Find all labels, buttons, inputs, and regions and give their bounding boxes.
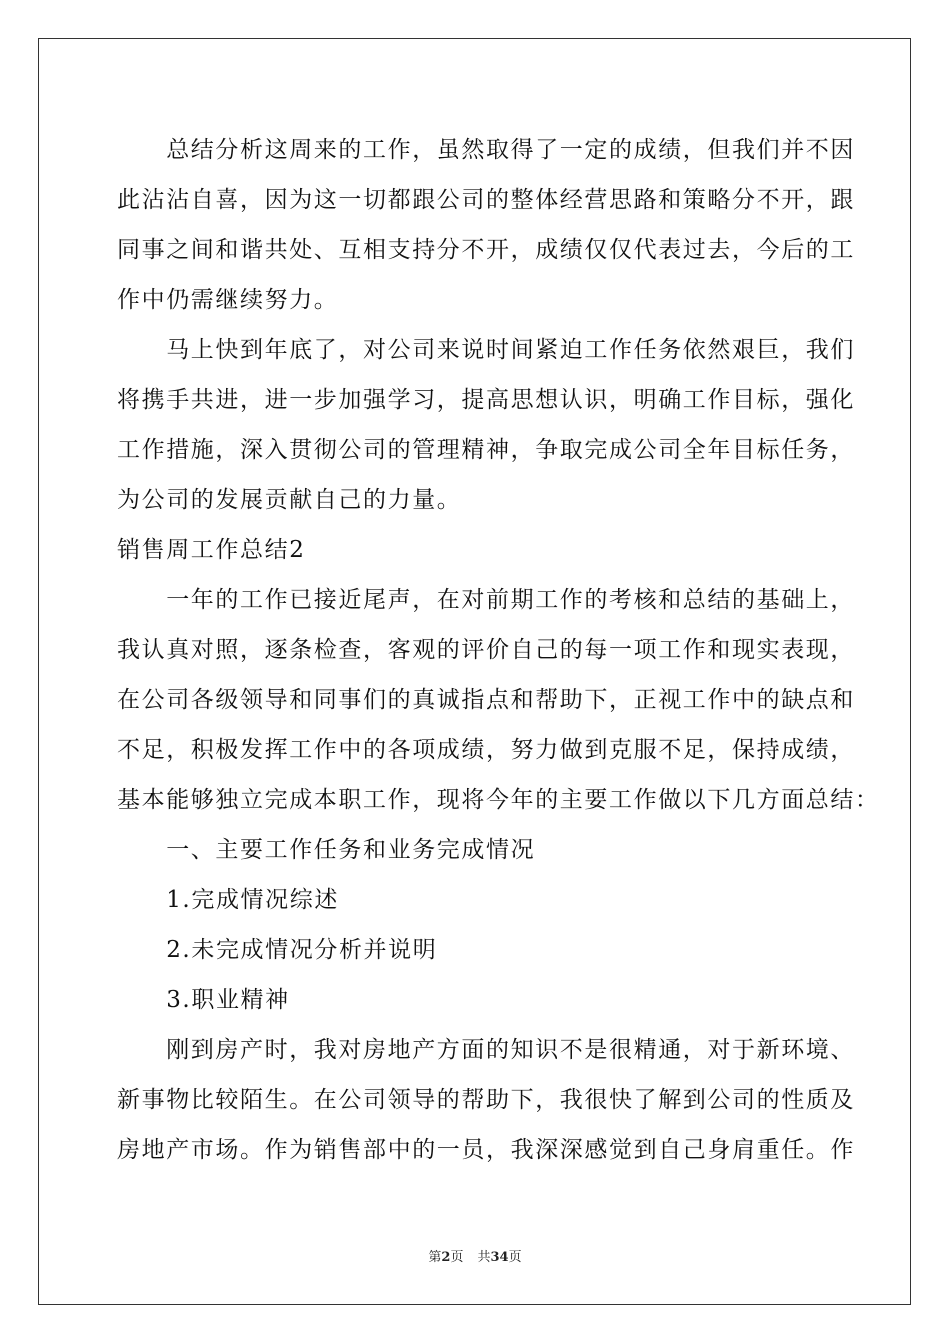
paragraph-line: 此沾沾自喜，因为这一切都跟公司的整体经营思路和策略分不开，跟 [117,187,855,213]
paragraph-line: 将携手共进，进一步加强学习，提高思想认识，明确工作目标，强化 [117,387,855,413]
list-heading: 一、主要工作任务和业务完成情况 [117,837,536,863]
total-label-suffix: 页 [508,1250,522,1265]
total-pages: 34 [490,1250,509,1265]
list-item: 2.未完成情况分析并说明 [117,937,438,963]
section-heading: 销售周工作总结2 [117,537,306,563]
paragraph-line: 房地产市场。作为销售部中的一员，我深深感觉到自己身肩重任。作 [117,1137,855,1163]
paragraph-line: 同事之间和谐共处、互相支持分不开，成绩仅仅代表过去，今后的工 [117,237,855,263]
page-label-suffix: 页 [450,1250,464,1265]
paragraph-line: 基本能够独立完成本职工作，现将今年的主要工作做以下几方面总结： [117,787,880,813]
paragraph-line: 我认真对照，逐条检查，客观的评价自己的每一项工作和现实表现， [117,637,855,663]
paragraph-line: 总结分析这周来的工作，虽然取得了一定的成绩，但我们并不因 [117,137,855,163]
paragraph-line: 为公司的发展贡献自己的力量。 [117,487,462,513]
page-footer [0,1246,950,1265]
paragraph-line: 一年的工作已接近尾声，在对前期工作的考核和总结的基础上， [117,587,855,613]
paragraph-line: 刚到房产时，我对房地产方面的知识不是很精通，对于新环境、 [117,1037,855,1063]
total-label-prefix: 共 [477,1250,491,1265]
paragraph-line: 在公司各级领导和同事们的真诚指点和帮助下，正视工作中的缺点和 [117,687,855,713]
list-item: 1.完成情况综述 [117,887,339,913]
page-label-prefix: 第 [428,1250,442,1265]
list-item: 3.职业精神 [117,987,290,1013]
paragraph-line: 新事物比较陌生。在公司领导的帮助下，我很快了解到公司的性质及 [117,1087,855,1113]
paragraph-line: 工作措施，深入贯彻公司的管理精神，争取完成公司全年目标任务， [117,437,855,463]
paragraph-line: 作中仍需继续努力。 [117,287,339,313]
paragraph-line: 马上快到年底了，对公司来说时间紧迫工作任务依然艰巨，我们 [117,337,855,363]
page-number: 2 [441,1250,451,1265]
paragraph-line: 不足，积极发挥工作中的各项成绩，努力做到克服不足，保持成绩， [117,737,855,763]
